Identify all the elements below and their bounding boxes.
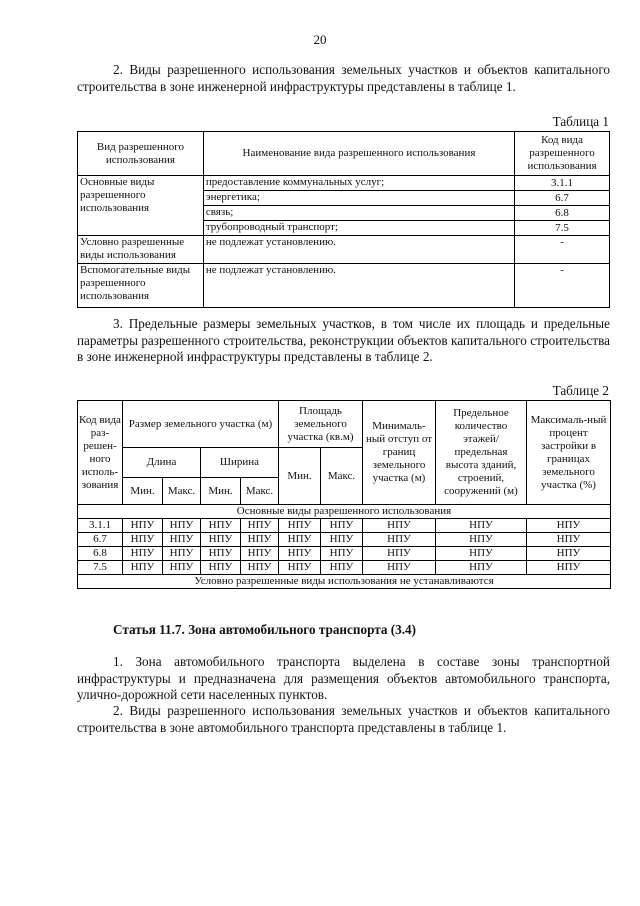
table2-header-width: Ширина [201, 448, 279, 478]
table2-header-area: Площадь земельного участка (кв.м) [279, 401, 363, 448]
table1-conditional-label: Условно разрешенные виды использования [78, 236, 204, 264]
table2-cell: НПУ [363, 547, 436, 561]
table2-header-indent: Минималь-ный отступ от границ земельного участка (м) [363, 401, 436, 505]
table2-cell: НПУ [436, 533, 527, 547]
table2-row-code: 3.1.1 [78, 519, 123, 533]
table2-header-width-min: Мин. [201, 478, 241, 505]
table2-cell: НПУ [279, 547, 321, 561]
table1-header-type: Вид разрешенного использования [78, 132, 204, 176]
table1-auxiliary-name: не подлежат установлению. [203, 264, 514, 308]
table2-cell: НПУ [436, 561, 527, 575]
table-row [78, 547, 611, 561]
table2-cell: НПУ [321, 533, 363, 547]
table2-cell: НПУ [436, 519, 527, 533]
table2-cell: НПУ [321, 561, 363, 575]
table2-header-code: Код вида раз-решен-ного исполь-зования [78, 401, 123, 505]
table1-use-name: трубопроводный транспорт; [203, 221, 514, 236]
table1-permitted-uses [77, 131, 610, 308]
table2-cell: НПУ [163, 547, 201, 561]
table1-use-code: 6.8 [515, 206, 610, 221]
table1-use-name: предоставление коммунальных услуг; [203, 176, 514, 191]
table2-header-floors: Предельное количество этажей/ предельная высота зданий, строений, сооружений (м) [436, 401, 527, 505]
table1-caption: Таблица 1 [552, 114, 609, 129]
table1-auxiliary-code: - [515, 264, 610, 308]
table2-cell: НПУ [163, 533, 201, 547]
table2-cell: НПУ [321, 547, 363, 561]
table2-cell: НПУ [201, 519, 241, 533]
table2-caption: Таблице 2 [552, 383, 609, 398]
table2-header-length-max: Макс. [163, 478, 201, 505]
table2-cell: НПУ [527, 519, 611, 533]
paragraph-limit-sizes: 3. Предельные размеры земельных участков, в том числе их площадь и предельные параметры разрешенного строительства, реконструкции объектов капитального строительства в зоне инженерной инфраструктуры представлены в таблице 2. [77, 316, 610, 364]
table2-cell: НПУ [363, 533, 436, 547]
table2-header-percent: Максималь-ный процент застройки в границах земельного участка (%) [527, 401, 611, 505]
table2-cell: НПУ [436, 547, 527, 561]
table2-cell: НПУ [123, 547, 163, 561]
table2-cell: НПУ [201, 533, 241, 547]
table2-cell: НПУ [363, 519, 436, 533]
table1-use-name: энергетика; [203, 191, 514, 206]
table2-row-code: 6.8 [78, 547, 123, 561]
table2-cell: НПУ [279, 519, 321, 533]
table1-use-code: 3.1.1 [515, 176, 610, 191]
table2-cell: НПУ [527, 561, 611, 575]
page-number: 20 [313, 32, 327, 47]
table2-header-size: Размер земельного участка (м) [123, 401, 279, 448]
table2-cell: НПУ [241, 561, 279, 575]
table2-header-width-max: Макс. [241, 478, 279, 505]
table2-footer: Условно разрешенные виды использования не устанавливаются [78, 575, 611, 589]
table2-cell: НПУ [123, 519, 163, 533]
table1-auxiliary-label: Вспомогательные виды разрешенного использования [78, 264, 204, 308]
table-row [78, 561, 611, 575]
table2-cell: НПУ [363, 561, 436, 575]
table-row [78, 533, 611, 547]
table2-parameters [77, 400, 611, 589]
table2-header-length: Длина [123, 448, 201, 478]
table-row [78, 519, 611, 533]
table2-cell: НПУ [201, 547, 241, 561]
table1-use-code: 6.7 [515, 191, 610, 206]
table2-cell: НПУ [527, 533, 611, 547]
table2-cell: НПУ [241, 533, 279, 547]
table2-header-area-min: Мин. [279, 448, 321, 505]
table1-use-code: 7.5 [515, 221, 610, 236]
table2-cell: НПУ [241, 519, 279, 533]
table2-cell: НПУ [279, 561, 321, 575]
table2-header-length-min: Мин. [123, 478, 163, 505]
table2-cell: НПУ [527, 547, 611, 561]
table2-header-area-max: Макс. [321, 448, 363, 505]
table2-row-code: 7.5 [78, 561, 123, 575]
article-heading: Статья 11.7. Зона автомобильного транспорта (3.4) [113, 622, 417, 637]
table2-main-section: Основные виды разрешенного использования [78, 505, 611, 519]
table1-conditional-code: - [515, 236, 610, 264]
paragraph-zone-uses: 2. Виды разрешенного использования земельных участков и объектов капитального строительства в зоне инженерной инфраструктуры представлены в таблице 1. [77, 62, 610, 94]
table2-cell: НПУ [123, 561, 163, 575]
table1-main-label: Основные виды разрешенного использования [78, 176, 204, 236]
table1-header-code: Код вида разрешенного использования [515, 132, 610, 176]
paragraph-zone-description: 1. Зона автомобильного транспорта выделена в составе зоны транспортной инфраструктуры и предназначена для размещения объектов автомобильного транспорта, улично-дорожной сети населенных пунктов. [77, 654, 610, 702]
table2-cell: НПУ [163, 519, 201, 533]
table1-use-name: связь; [203, 206, 514, 221]
table2-cell: НПУ [201, 561, 241, 575]
table2-cell: НПУ [163, 561, 201, 575]
paragraph-transport-uses: 2. Виды разрешенного использования земельных участков и объектов капитального строительства в зоне автомобильного транспорта представлены в таблице 1. [77, 703, 610, 735]
table2-cell: НПУ [321, 519, 363, 533]
table2-cell: НПУ [279, 533, 321, 547]
table1-conditional-name: не подлежат установлению. [203, 236, 514, 264]
table1-header-name: Наименование вида разрешенного использования [203, 132, 514, 176]
table2-row-code: 6.7 [78, 533, 123, 547]
table2-cell: НПУ [241, 547, 279, 561]
table2-cell: НПУ [123, 533, 163, 547]
